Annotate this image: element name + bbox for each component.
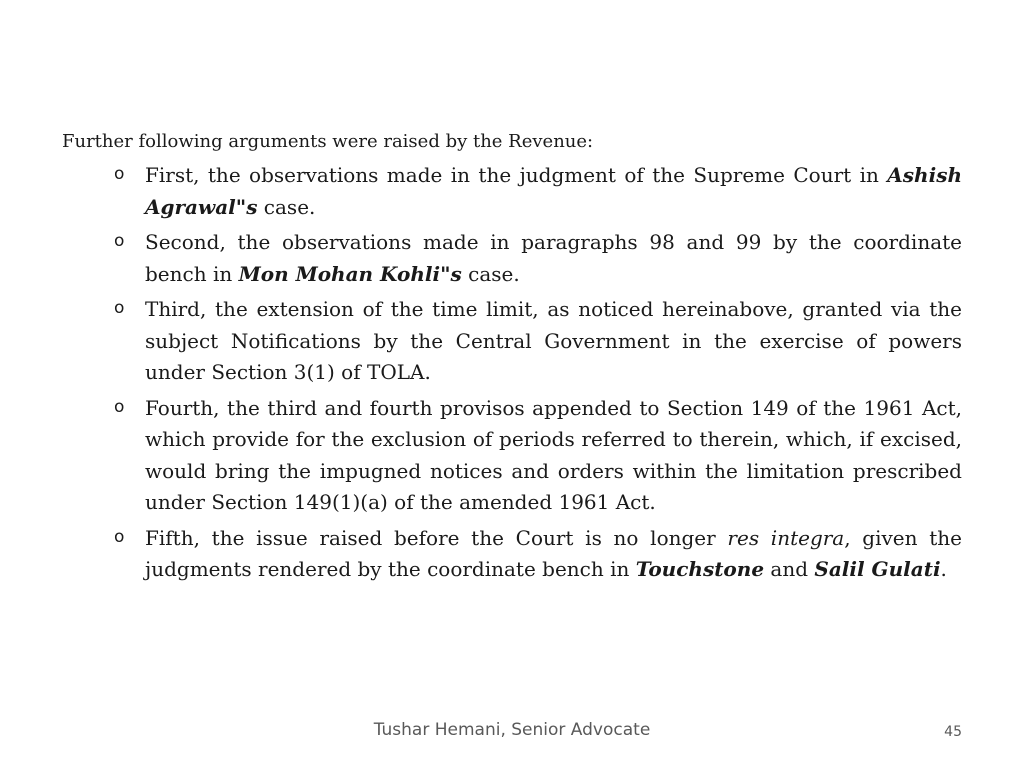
argument-text: , given the judgments rendered by the coordinate bench in [145, 525, 962, 581]
argument-item-first [114, 160, 962, 223]
argument-text: . [940, 557, 947, 581]
argument-text: Fourth, the third and fourth provisos appended to Section 149 of the 1961 Act, which provide for the exclusion of periods referred to therein, which, if excised, would bring the impugned notices and orders within the limitation prescribed under Section 149(1)(a) of the amended 1961 Act. [145, 395, 962, 514]
argument-list [62, 160, 962, 586]
argument-text: Third, the extension of the time limit, as noticed hereinabove, granted via the subject Notifications by the Central Government in the exercise of powers under Section 3(1) of TOLA. [145, 297, 962, 384]
argument-text: First, the observations made in the judgment of the Supreme Court in [145, 163, 888, 187]
argument-text: Second, the observations made in paragraphs 98 and 99 by the coordinate bench in [145, 230, 962, 286]
bullet-marker: o [114, 164, 125, 184]
bullet-marker: o [114, 231, 125, 251]
argument-item-third [114, 294, 962, 389]
argument-text: case. [257, 194, 316, 219]
argument-text: case. [461, 261, 520, 286]
argument-text: and [764, 557, 815, 581]
argument-item-fourth [114, 393, 962, 519]
slide-body [62, 128, 962, 590]
argument-item-second [114, 227, 962, 290]
case-name: Touchstone [635, 557, 765, 581]
case-name: Ashish Agrawal"s [145, 163, 962, 219]
argument-item-fifth [114, 523, 962, 586]
case-name: Mon Mohan Kohli"s [238, 261, 462, 286]
bullet-marker: o [114, 526, 125, 547]
case-name: Salil Gulati [814, 557, 941, 581]
argument-text: Fifth, the issue raised before the Court is no longer [145, 525, 728, 550]
page-number: 45 [944, 724, 962, 740]
latin-term: res integra [727, 525, 845, 550]
intro-text: Further following arguments were raised by the Revenue: [62, 131, 594, 152]
bullet-marker: o [114, 396, 125, 417]
footer-author: Tushar Hemani, Senior Advocate [373, 720, 651, 740]
bullet-marker: o [114, 298, 125, 318]
